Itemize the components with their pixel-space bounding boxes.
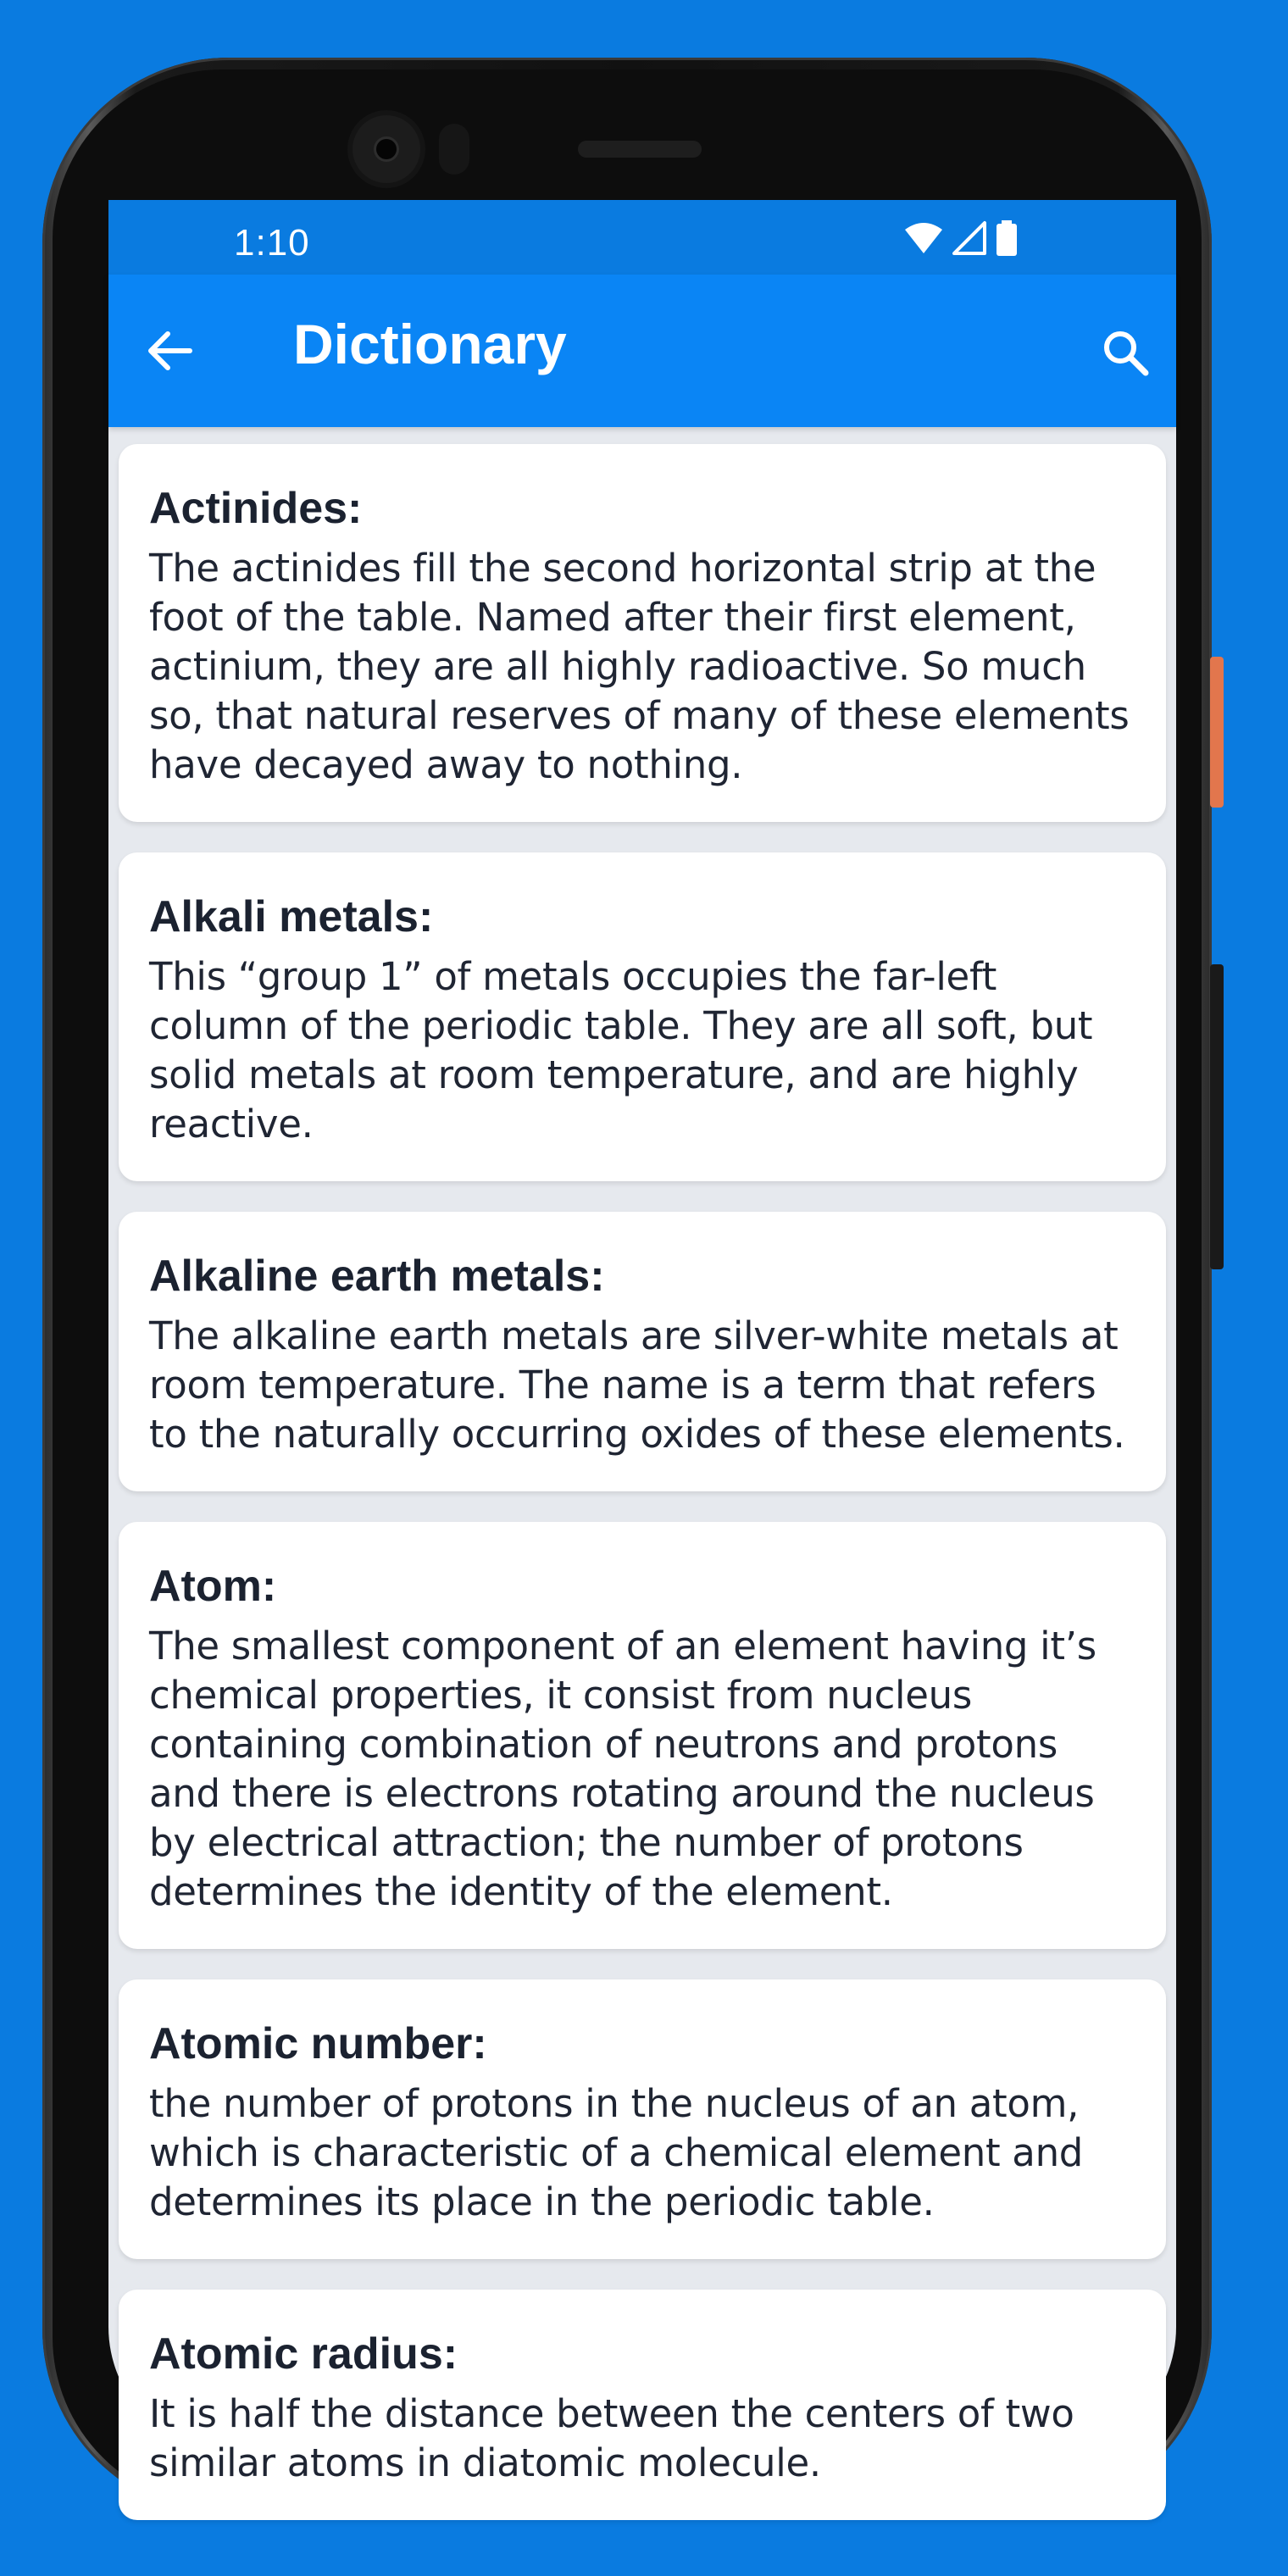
power-button: [1210, 657, 1224, 808]
earpiece-speaker: [578, 141, 702, 158]
entry-term: Alkaline earth metals:: [149, 1252, 605, 1301]
phone-screen: [108, 200, 1176, 2485]
dictionary-entry[interactable]: [119, 1212, 1166, 1491]
dictionary-entry[interactable]: [119, 1979, 1166, 2259]
front-camera: [353, 115, 420, 183]
entry-definition: The actinides fill the second horizontal strip at the foot of the table. Named after their first element, actinium, they are all highly radioactive. So much so, that natural reserves of many of these elements have decayed away to nothing.: [149, 546, 1130, 787]
dictionary-entry[interactable]: [119, 852, 1166, 1181]
status-time: 1:10: [234, 222, 310, 264]
proximity-sensor: [439, 124, 469, 175]
entry-definition: This “group 1” of metals occupies the far-left column of the periodic table. They are all soft, but solid metals at room temperature, and are highly reactive.: [149, 954, 1093, 1146]
dictionary-entry[interactable]: [119, 444, 1166, 822]
entry-definition: The smallest component of an element having it’s chemical properties, it consist from nucleus containing combination of neutrons and protons and there is electrons rotating around the nucleus by electrical attraction; the number of protons determines the identity of the element.: [149, 1624, 1096, 1914]
dictionary-list: [108, 427, 1176, 2520]
status-icons: [903, 220, 1019, 260]
cellular-signal-icon: [951, 221, 988, 259]
entry-term: Alkali metals:: [149, 892, 434, 941]
battery-icon: [995, 220, 1019, 260]
arrow-left-icon: [146, 327, 193, 375]
search-icon: [1100, 327, 1151, 378]
back-button[interactable]: [141, 322, 198, 380]
wifi-icon: [903, 221, 944, 259]
entry-term: Atomic radius:: [149, 2329, 458, 2379]
volume-button: [1210, 964, 1224, 1269]
page-title: Dictionary: [293, 313, 567, 375]
entry-definition: The alkaline earth metals are silver-white metals at room temperature. The name is a term that refers to the naturally occurring oxides of these elements.: [149, 1313, 1125, 1457]
search-button[interactable]: [1095, 322, 1156, 383]
app-bar: [108, 275, 1176, 427]
entry-definition: the number of protons in the nucleus of an atom, which is characteristic of a chemical element and determines its place in the periodic table.: [149, 2081, 1084, 2224]
status-bar: [108, 200, 1176, 275]
entry-term: Actinides:: [149, 484, 363, 533]
entry-term: Atom:: [149, 1562, 277, 1611]
dictionary-entry[interactable]: [119, 2290, 1166, 2520]
dictionary-entry[interactable]: [119, 1522, 1166, 1949]
entry-term: Atomic number:: [149, 2019, 487, 2068]
entry-definition: It is half the distance between the centers of two similar atoms in diatomic molecule.: [149, 2391, 1074, 2485]
